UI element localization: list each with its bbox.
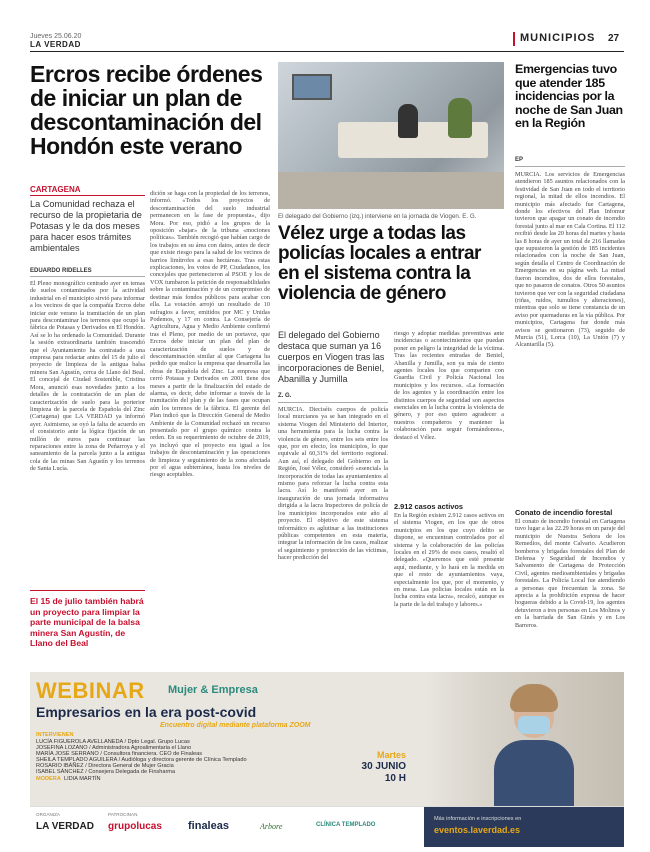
lead-col1: El Pleno monográfico centrado ayer en temas de suelos contaminados por la actividad industrial en el municipio sirvió para informar a los vecinos de que la compañía Ercros debe iniciar este verano la tramitación de un plan para descontaminar los terrenos que ocupó la fábrica de Potasas y Derivados en El Hondón. Así se lo ha ordenado la Comunidad. Durante la sesión extraordinaria también trascendió que el Ayuntamiento ha contratado a una empresa para redactar antes del 15 de julio el proyecto de limpieza de la antigua balsa minera San Agustín, cerca de Llano del Beal. El concejal de Ciudad Sostenible, Cristina Mora, anunció esas novedades junto a los detalles de la contratación de un plan de caracterización de suelo para la porterior limpieza de la parcela de Española del Zinc (Cartagena) que LA VERDAD ya informó ayer. Asimismo, se oyó la falta de acuerdo en el consistorio ante la lógica fijación de un millón de euros para continuar las reparaciones entre la zona de Peñarroya y el saneamiento de la parcela junto a la antigua cola de las minas San Agustín y los terrenos de Santa Lucía.	[30, 280, 145, 473]
ad-speaker: LUCÍA FIGUEROLA AVELLANEDA / Dpto Legal. Grupo Lucas	[36, 739, 190, 745]
lead-location-rule	[30, 195, 145, 196]
ad-more-info: Más información e inscripciones en	[434, 816, 522, 822]
ad-tagline: Encuentro digital mediante plataforma ZOOM	[160, 722, 311, 729]
header-divider	[513, 32, 515, 46]
sidebar-subhead: Conato de incendio forestal	[515, 508, 613, 517]
ad-photo	[424, 672, 624, 806]
lead-byline-rule	[30, 276, 145, 277]
feature-subhead: El delegado del Gobierno destaca que suman ya 16 cuerpos en Viogen tras las incorporaciones de Beniel, Abanilla y Jumilla	[278, 330, 385, 384]
ad-person-body	[494, 740, 574, 806]
ad-title: WEBINAR	[36, 678, 145, 703]
lead-col2: dición se haga con la propiedad de los terrenos, informó. «Todos los proyectos de descontaminación del suelo industrial permanecen en la fase de propuesta», dijo Mora. Por eso, pidió a los grupos de la oposición «bajar» de la tribuna «mociones políticas». También recogió que habían cargo de los trabajos en su área con datos, antes de decir que existe riesgo para la salud de los vecinos de barrios limítrofes a esas hectáreas. Tras estas explicaciones, los votos de PP, Ciudadanos, los concejales que pertenecieron al PSOE y los de VOX tumbaron la petición de responsabilidades sobre la contaminación y de un compromiso de destinar más fondos públicos para acabar con ella. La votación arrojó un resultado de 10 sufragios a favor, emitidos por MC y Unidas Podemos, y 17 en contra. La Consejería de Agricultura, Agua y Medio Ambiente confirmó tras el Pleno, por medio de un portavoz, que Ercros debe iniciar un plan del plan de caracterización de suelos y de descontaminación similar al que Cartagena ha pedido que realice la empresa que desarrolla las obras de Española del Zinc. La empresa que cerró Potasas y Derivados en 2001 tiene dos meses a partir de la finalización del estado de alarma, es decir, debe informar a través de la tramitación del plan y de las fases que ocupan aún los terrenos de la fábrica. El gerente del Plan indicó que la Dirección General de Medio Ambiente de la Comunidad rechazó un recurso presentado por el grupo químico contra la orden. En su requerimiento de octubre de 2019, ya incluyó que el proyecto era igual a los trabajos de descontaminación y las operaciones de limpieza y seguimiento de la zona afectada por el agua subterránea, hasta los niveles de riesgo aceptables.	[150, 190, 270, 479]
sidebar-headline: Emergencias tuvo que atender 185 incidencias por la noche de San Juan en la Región	[515, 62, 623, 131]
ad-speaker: SHEILA TEMPLADO AGUILERA / Audióloga y directora gerente de Clínica Templado	[36, 757, 247, 763]
ad-moderator-label: MODERA	[36, 776, 61, 782]
sidebar-text: MURCIA. Los servicios de Emergencias atendieron 185 asuntos relacionados con la festividad de San Juan en todo el territorio regional, la mitad de ellos incendios. El municipio más afectado fue Cartagena, donde los efectivos del Plan Infomur tuvieron que apagar un conato de incendio forestal junto al mar en Cala Cortina. El 112 recibió desde las 20 horas del martes y hasta las 8 horas de ayer un total de 216 llamadas que supusieron la gestión de 185 incidentes relacionados con la noche de San Juan, según detalla el Centro de Coordinación de Emergencias en su página web. La mitad fueron incendios, dos de ellos forestales, que no pasaron de conatos. Otros 50 asuntos tuvieron que ver con la seguridad ciudadana (riñas, ruidos, tumultos y alteraciones), mientras que solo se tiene constancia de un aviso por quemaduras en la vía pública. Por municipios, Cartagena fue donde más avisos se gestionaron (73), seguido de Murcia (51), Lorca (10), La Unión (7) y Alcantarilla (5).	[515, 171, 625, 349]
lead-subhead: La Comunidad rechaza el recurso de la propietaria de Potasas y le da dos meses para hacer esos trámites ambientales	[30, 199, 142, 253]
feature-headline: Vélez urge a todas las policías locales a entrar en el sistema contra la violencia de género	[278, 223, 481, 304]
header-rule	[30, 51, 624, 52]
ad-organiza-label: ORGANIZA	[36, 812, 60, 817]
section-title: MUNICIPIOS	[520, 32, 596, 44]
header-date: Jueves 25.06.20	[30, 33, 82, 40]
ad-speaker: JOSEFINA LOZANO / Administradora Agroalimentaria el Llano	[36, 745, 192, 751]
ad-footer	[30, 806, 624, 846]
feature-photo	[278, 62, 504, 209]
ad-person-mask	[518, 716, 550, 734]
ad-footer-right	[424, 807, 624, 847]
sidebar-byline: EP	[515, 157, 524, 163]
photo-caption: El delegado del Gobierno (izq.) interviene en la jornada de Viogen. E. G.	[278, 213, 477, 220]
lead-headline: Ercros recibe órdenes de iniciar un plan de descontaminación del Hondón este verano	[30, 61, 263, 159]
ad-speaker: ROSARIO IBÁÑEZ / Directora General de Mujer Gracia	[36, 763, 174, 769]
feature-col2-b: En la Región existen 2.912 casos activos en el sistema Viogen, en los que de otros municipios en los que cuyo delito se dispone, se encuentran controlados por el sistema y la colaboración de las policías locales en el 29% de esos casos, resaltó el delegado. «Queremos que esté presente aquí, mediante, y lo hará en la medida en que el resto de ayuntamientos vaya, especialmente los que, por el momento, y en mesa. Las policías locales están en la lucha contra esta lacra», recalcó, aunque es la parte de la del trabajo y labores.»	[394, 512, 504, 608]
pull-quote: El 15 de julio también habrá un proyecto para limpiar la parte municipal de la balsa minera San Agustín, de Llano del Beal	[30, 596, 144, 649]
ad-date-time: 10 H	[384, 773, 406, 784]
feature-byline-rule	[278, 402, 388, 403]
ad-sponsor-finaleas: finaleas	[188, 820, 229, 832]
ad-url[interactable]: eventos.laverdad.es	[434, 825, 521, 835]
webinar-ad	[30, 672, 624, 806]
feature-col1: MURCIA. Dieciséis cuerpos de policía local murcianos ya se han integrado en el sistema Viogen del Ministerio del Interior, una herramienta para la lucha contra la violencia de género, entre los seis entre los que, por en efecto, los municipios, lo que equivale al 60,31% del territorio regional. Aun así, el delegado del Gobierno en la Región, José Vélez, consideró «esencial» la incorporación de todas las ayuntamientos al mismo para reforzar la lucha contra esta lacra. Así lo manifestó ayer en la inauguración de una jornada informativa dirigida a la lacra Inspectores de policía de los municipios incorporados este año al proyecto. El objetivo de este sistema informático es aglutinar a las instituciones públicas competentes en esta materia, integrar la información de los casos, realizar el seguimiento y protección de las víctimas, hacer predicción del	[278, 406, 388, 562]
ad-sponsor-laverdad: LA VERDAD	[36, 821, 94, 832]
header-paper: LA VERDAD	[30, 40, 81, 49]
ad-subtitle: Mujer & Empresa	[168, 684, 258, 696]
sidebar-text-2: El conato de incendio forestal en Cartagena tuvo lugar a las 22.29 horas en un paraje del municipio de Nuestra Señora de los Remedios, del monte Calvario. Acudieron bomberos y brigadas forestales del Plan de Defensa y Seguridad de Incendios y Salvamento de Cartagena de Protección Civil, agentes medioambientales y brigadas forestales. La Policía Local fue atendiendo a personas que frecuentan la zona. Se aprecia a la prohibición expresa de hacer hogueras debido a la Covid-19, los agentes detuvieron a tres personas en Los Molinos y en la barriada de San Ginés y en Los Barreros.	[515, 518, 625, 629]
ad-speakers-label: INTERVIENEN	[36, 732, 74, 738]
lead-byline: EDUARDO RIDELLES	[30, 268, 92, 274]
ad-sponsor-grupolucas: grupolucas	[108, 821, 162, 832]
ad-sponsor-clinica: CLÍNICA TEMPLADO	[316, 822, 376, 828]
ad-speaker: MARÍA JOSÉ SERRANO / Consultora financiera. CEO de Finaleas	[36, 751, 203, 757]
ad-date-date: 30 JUNIO	[361, 761, 406, 772]
ad-date-day: Martes	[376, 750, 406, 760]
ad-moderator: LIDIA MARTÍN	[64, 776, 101, 782]
ad-sponsor-arbore: Arbore	[260, 822, 283, 831]
photo-person	[448, 98, 472, 138]
ad-headline: Empresarios en la era post-covid	[36, 704, 257, 720]
page-number: 27	[608, 33, 620, 44]
photo-screen	[292, 74, 332, 100]
pull-quote-rule	[30, 590, 145, 591]
feature-subhead-2: 2.912 casos activos	[394, 502, 464, 511]
sidebar-byline-rule	[515, 166, 625, 167]
feature-byline: Z. G.	[278, 393, 292, 399]
photo-floor	[278, 172, 504, 209]
feature-col2: riesgo y adoptar medidas preventivas ante incidencias o acontecimientos que puedan poner en peligro la integridad de la víctima. Tras las recientes entradas de Beniel, Abanilla y Jumilla, son ya más de ciento agentes locales los que comparten con Guardia Civil y Policía Nacional los municipios y los recursos. «La formación de los agentes y la coordinación entre los distintos cuerpos de seguridad son aspectos esenciales en la lucha contra la violencia de género, y por eso quiero agradecer a nuestros compañeros y mantener la colaboración para seguir formándonos», destacó el Vélez.	[394, 330, 504, 441]
ad-speaker: ISABEL SÁNCHEZ / Consejera Delegada de Finsharma	[36, 769, 176, 775]
ad-patrocina-label: PATROCINAN	[108, 812, 138, 817]
photo-person-2	[398, 104, 418, 138]
lead-location: CARTAGENA	[30, 185, 81, 194]
ad-person-hair	[510, 684, 558, 712]
